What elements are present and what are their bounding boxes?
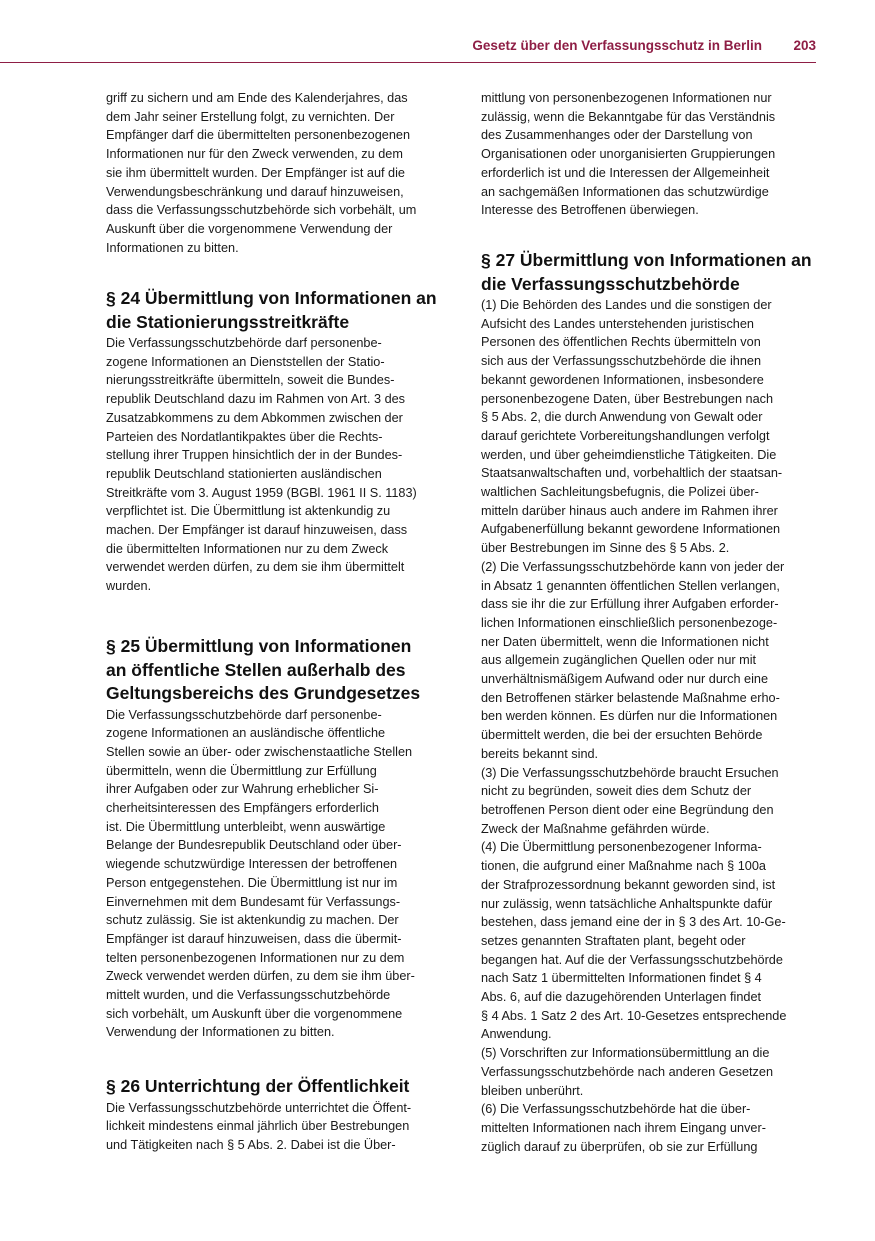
page-header xyxy=(0,36,816,63)
section-26 xyxy=(106,1075,446,1155)
section-27-paragraph-6: (6) Die Verfassungsschutzbehörde hat die über- mittelten Informationen nach ihrem Eingang unver- züglich darauf zu überprüfen, ob sie zur Erfüllung xyxy=(481,1102,766,1154)
section-27-paragraph-3: (3) Die Verfassungsschutzbehörde braucht Ersuchen nicht zu begründen, soweit dies dem Schutz der betroffenen Person dient oder eine Begründung den Zweck der Maßnahme gefährden würde. xyxy=(481,765,779,836)
section-25-body: Die Verfassungsschutzbehörde darf personenbe- zogene Informationen an ausländische öffentliche Stellen sowie an über- oder zwischenstaatliche Stellen übermitteln, wenn die Übermittlung zur Erfüllung ihrer Aufgaben oder zur Wahrung erheblicher Si- cherheitsinteressen des Empfängers erforderlich ist. Die Übermittlung unterbleibt, wenn auswärtige Belange der Bundesrepublik Deutschland oder über- wiegende schutzwürdige Interessen der betroffenen Person entgegenstehen. Die Übermittlung ist nur im Einvernehmen mit dem Bundesamt für Verfassungs- schutz zulässig. Sie ist aktenkundig zu machen. Der Empfänger ist darauf hinzuweisen, dass die übermit- telten personenbezogenen Informationen nur zu dem Zweck verwendet werden dürfen, zu dem sie ihm über- mittelt wurden, und die Verfassungsschutzbehörde sich vorbehält, um Auskunft über die vorgenommene Verwendung der Informationen zu bitten. xyxy=(106,707,415,1040)
section-24-heading: § 24 Übermittlung von Informationen an die Stationierungsstreitkräfte xyxy=(106,288,437,332)
right-column xyxy=(481,89,816,1189)
section-27-paragraph-1: (1) Die Behörden des Landes und die sonstigen der Aufsicht des Landes unterstehenden juristischen Personen des öffentlichen Rechts übermitteln von sich aus der Verfassungsschutzbehörde die ihnen bekannt gewordenen Informationen, insbesondere personenbezogene Daten, über Bestrebungen nach § 5 Abs. 2, die durch Anwendung von Gewalt oder darauf gerichtete Vorbereitungshandlungen verfolgt werden, und über geheimdienstliche Tätigkeiten. Die Staatsanwaltschaften und, vorbehaltlich der staatsan- waltlichen Sachleitungsbefugnis, die Polizei über- mitteln darüber hinaus auch andere im Rahmen ihrer Aufgabenerfüllung bekannt gewordene Informationen über Bestrebungen im Sinne des § 5 Abs. 2. xyxy=(481,298,783,556)
left-intro-text: griff zu sichern und am Ende des Kalenderjahres, das dem Jahr seiner Erstellung folgt, zu vernichten. Der Empfänger darf die übermittelten personenbezogenen Informationen nur für den Zweck verwenden, zu dem sie ihm übermittelt wurden. Der Empfänger ist auf die Verwendungsbeschränkung und darauf hinzuweisen, dass die Verfassungsschutzbehörde sich vorbehält, um Auskunft über die vorgenommene Verwendung der Informationen zu bitten. xyxy=(106,91,417,255)
section-27-paragraph-2: (2) Die Verfassungsschutzbehörde kann von jeder der in Absatz 1 genannten öffentlichen Stellen verlangen, dass sie ihr die zur Erfüllung ihrer Aufgaben erforder- lichen Informationen einschließlich personenbezoge- ner Daten übermittelt, wenn die Informationen nicht aus allgemein zugänglichen Quellen oder nur mit unverhältnismäßigem Aufwand oder nur durch eine den Betroffenen stärker belastende Maßnahme erho- ben werden können. Es dürfen nur die Informationen übermittelt werden, die bei der ersuchten Behörde bereits bekannt sind. xyxy=(481,559,785,761)
section-24 xyxy=(106,287,446,596)
section-25 xyxy=(106,635,446,1042)
section-26-heading: § 26 Unterrichtung der Öffentlichkeit xyxy=(106,1076,410,1096)
section-27-paragraph-4: (4) Die Übermittlung personenbezogener Informa- tionen, die aufgrund einer Maßnahme nach § 100a der Strafprozessordnung bekannt geworden sind, ist nur zulässig, wenn tatsächliche Anhaltspunkte dafür bestehen, dass jemand eine der in § 3 des Art. 10-Ge- setzes genannten Straftaten plant, begeht oder begangen hat. Auf die der Verfassungsschutzbehörde nach Satz 1 übermittelten Informationen findet § 4 Abs. 6, auf die dazugehörenden Unterlagen findet § 4 Abs. 1 Satz 2 des Art. 10-Gesetzes entsprechende Anwendung. xyxy=(481,840,787,1042)
section-25-heading: § 25 Übermittlung von Informationen an öffentliche Stellen außerhalb des Geltungsbereichs des Grundgesetzes xyxy=(106,636,421,703)
section-27 xyxy=(481,249,821,1156)
left-column xyxy=(106,89,441,1189)
section-24-body: Die Verfassungsschutzbehörde darf personenbe- zogene Informationen an Dienststellen der Statio- nierungsstreitkräfte übermitteln, soweit die Bundes- republik Deutschland dazu im Rahmen von Art. 3 des Zusatzabkommens zu dem Abkommen zwischen der Parteien des Nordatlantikpaktes über die Rechts- stellung ihrer Truppen hinsichtlich der in der Bundes- republik Deutschland stationierten ausländischen Streitkräfte vom 3. August 1959 (BGBl. 1961 II S. 1183) verpflichtet ist. Die Übermittlung ist aktenkundig zu machen. Der Empfänger ist darauf hinzuweisen, dass die übermittelten Informationen nur zu dem Zweck verwendet werden dürfen, zu dem sie ihm übermittelt wurden. xyxy=(106,336,417,594)
section-26-body: Die Verfassungsschutzbehörde unterrichtet die Öffent- lichkeit mindestens einmal jährlich über Bestrebungen und Tätigkeiten nach § 5 Abs. 2. Dabei ist die Über- xyxy=(106,1100,412,1152)
section-27-paragraph-5: (5) Vorschriften zur Informationsübermittlung an die Verfassungsschutzbehörde nach anderen Gesetzen bleiben unberührt. xyxy=(481,1046,774,1098)
page-number: 203 xyxy=(793,38,816,53)
section-27-heading: § 27 Übermittlung von Informationen an die Verfassungsschutzbehörde xyxy=(481,250,812,294)
right-intro-text: mittlung von personenbezogenen Informationen nur zulässig, wenn die Bekanntgabe für das Verständnis des Zusammenhanges oder der Darstellung von Organisationen oder unorganisierten Gruppierungen erforderlich ist und die Interessen der Allgemeinheit an sachgemäßen Informationen das schutzwürdige Interesse des Betroffenen überwiegen. xyxy=(481,91,776,218)
running-title: Gesetz über den Verfassungsschutz in Berlin xyxy=(472,38,762,53)
